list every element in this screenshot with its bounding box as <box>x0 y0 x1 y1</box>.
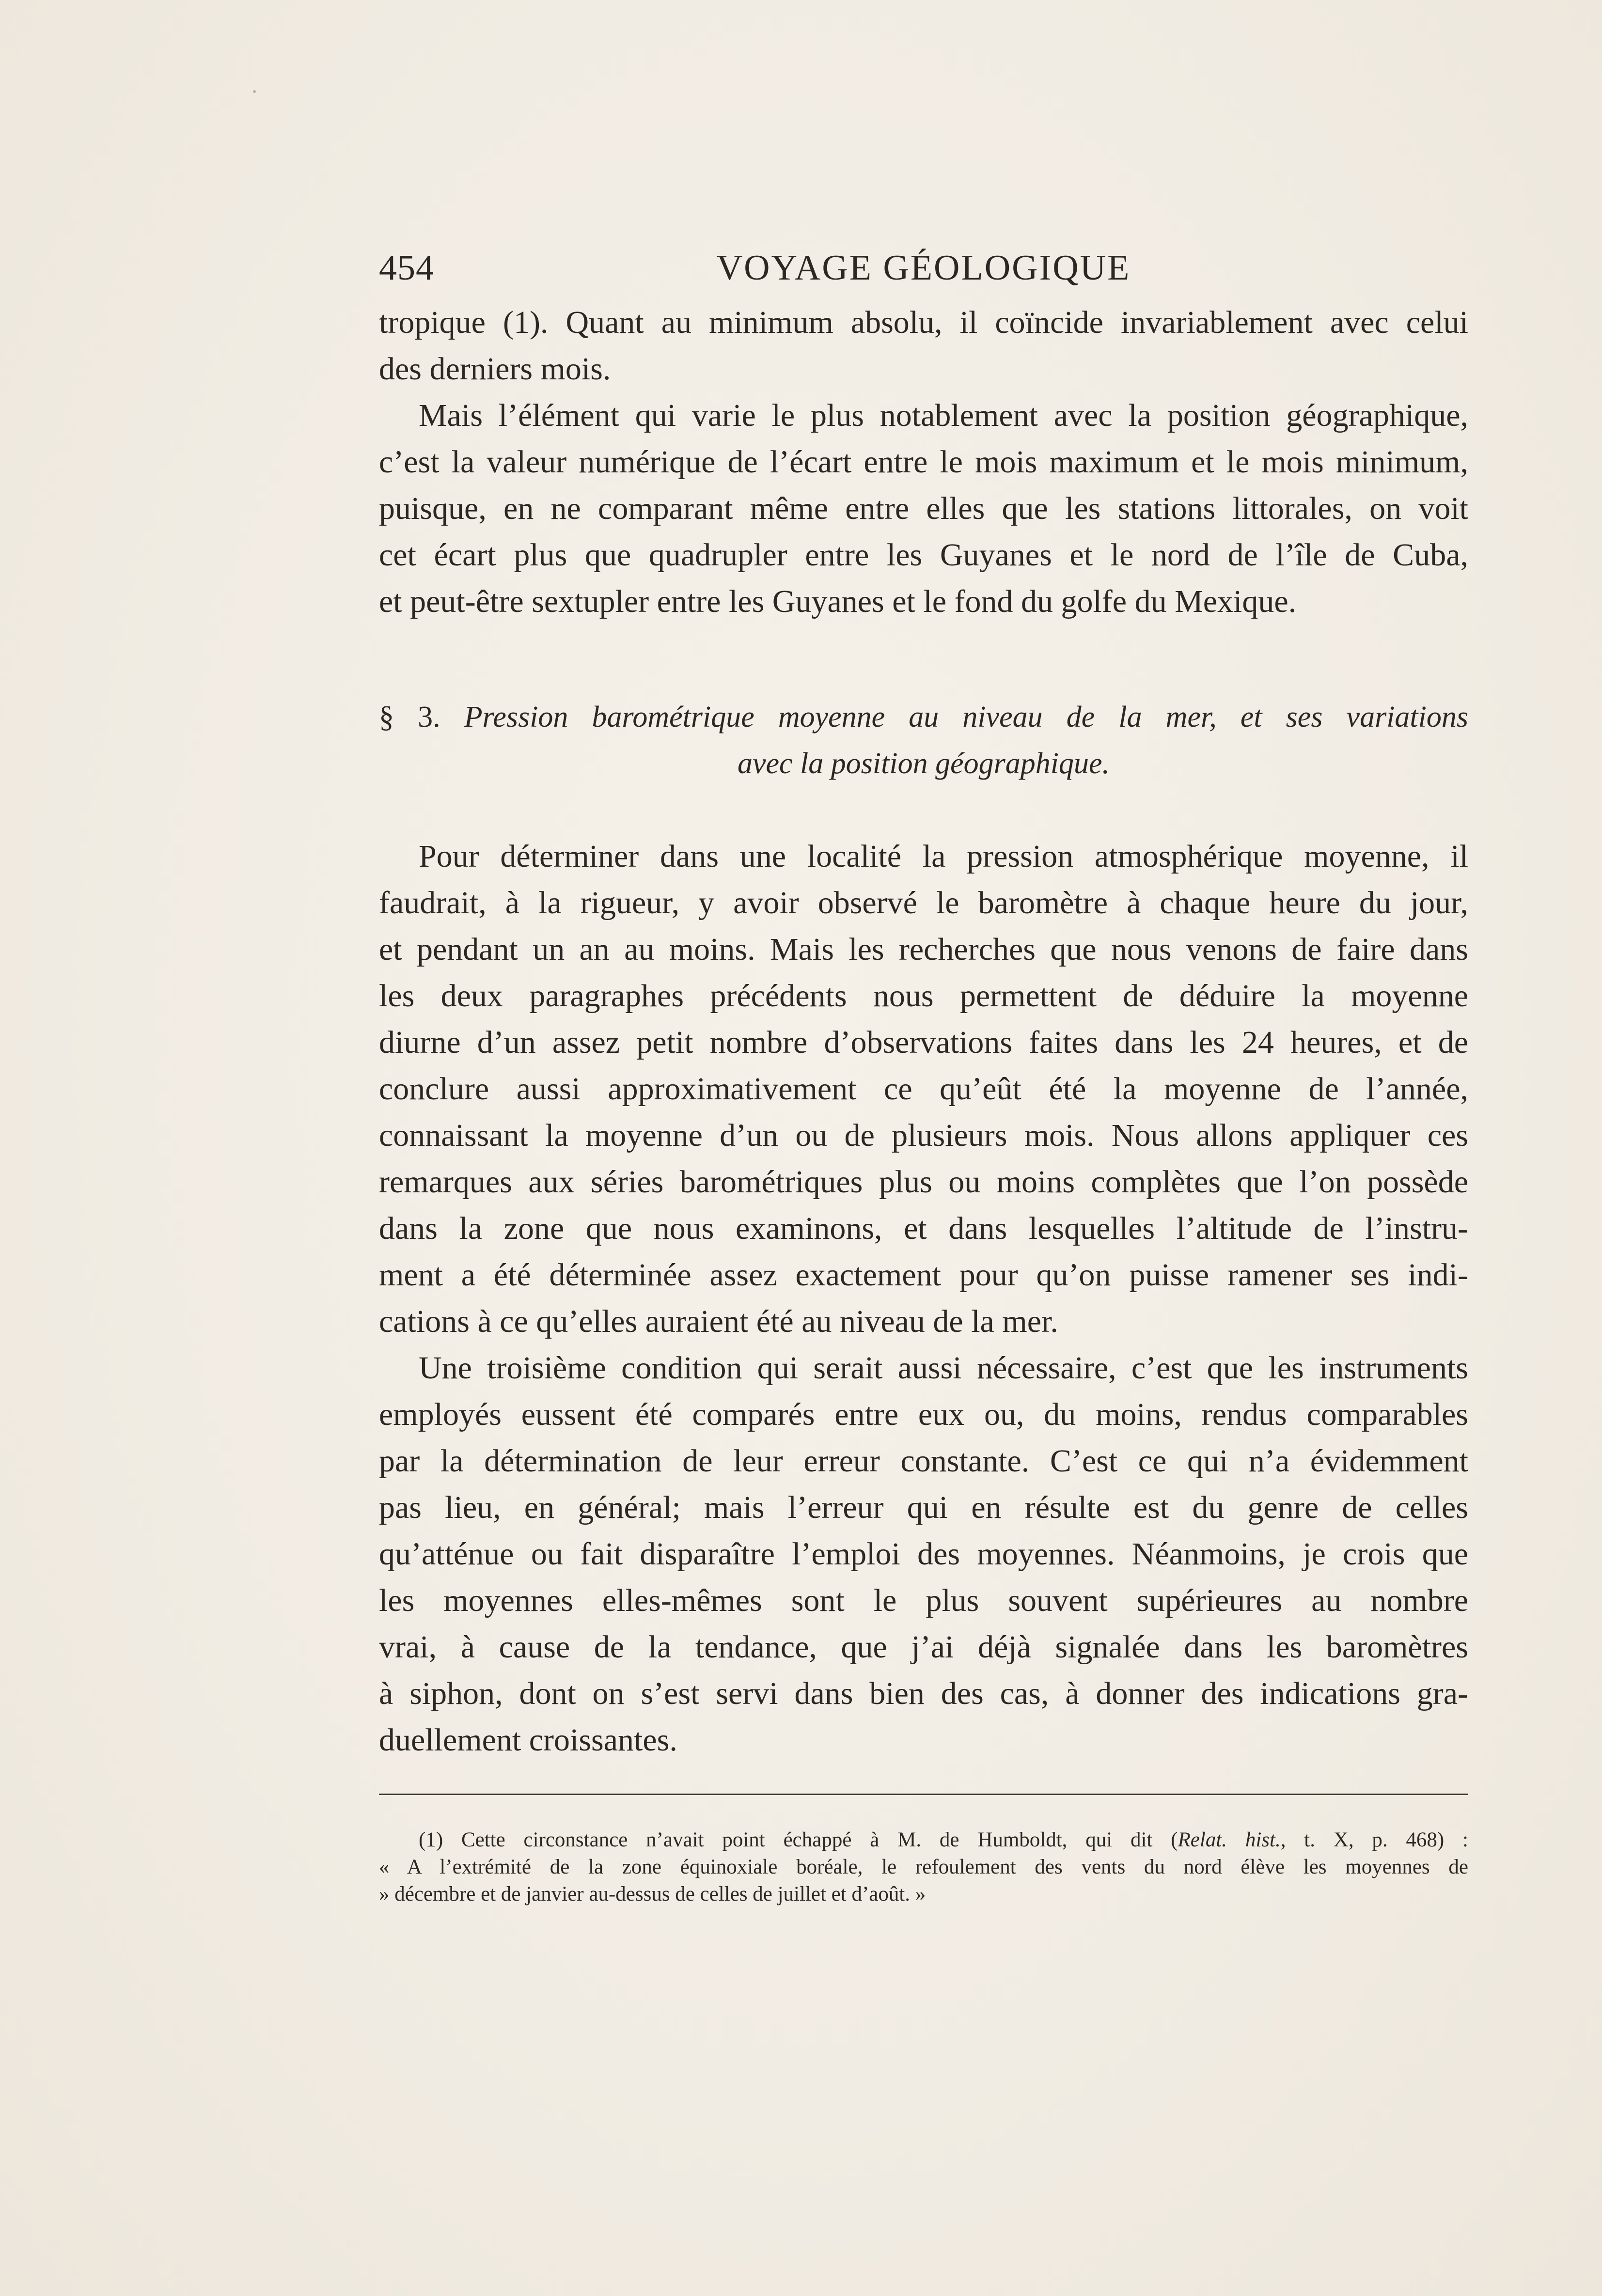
footnote-line <box>379 1827 1468 1854</box>
text-line: vrai, à cause de la tendance, que j’ai déjà signalée dans les baromètres <box>379 1629 1468 1665</box>
text-line: dans la zone que nous examinons, et dans lesquelles l’altitude de l’instru- <box>379 1211 1468 1246</box>
running-title: VOYAGE GÉOLOGIQUE <box>716 248 1131 288</box>
text-line: remarques aux séries barométriques plus ou moins complètes que l’on possède <box>379 1164 1468 1200</box>
footnote-line: » décembre et de janvier au-dessus de celles de juillet et d’août. » <box>379 1883 926 1906</box>
text-line: cet écart plus que quadrupler entre les Guyanes et le nord de l’île de Cuba, <box>379 537 1468 573</box>
text-line: et peut-être sextupler entre les Guyanes et le fond du golfe du Mexique. <box>379 584 1297 619</box>
page-number: 454 <box>379 248 434 288</box>
text-line: pas lieu, en général; mais l’erreur qui en résulte est du genre de celles <box>379 1490 1468 1525</box>
text-line: par la détermination de leur erreur constante. C’est ce qui n’a évidemment <box>379 1443 1468 1479</box>
text-line: ment a été déterminée assez exactement pour qu’on puisse ramener ses indi- <box>379 1257 1468 1293</box>
footnote-citation: Relat. hist. <box>1178 1828 1281 1851</box>
section-heading <box>379 694 1468 787</box>
paragraph <box>379 1345 1468 1764</box>
text-line: des derniers mois. <box>379 351 611 387</box>
text-line: faudrait, à la rigueur, y avoir observé le baromètre à chaque heure du jour, <box>379 885 1468 921</box>
paragraph <box>379 392 1468 625</box>
body-text-top <box>379 299 1468 625</box>
text-line: puisque, en ne comparant même entre elles que les stations littorales, on voit <box>379 491 1468 526</box>
text-line: cations à ce qu’elles auraient été au niveau de la mer. <box>379 1304 1058 1339</box>
paragraph <box>379 833 1468 1345</box>
section-title-continuation: avec la position géographique. <box>738 747 1110 780</box>
section-title-text: Pression barométrique moyenne au niveau de la mer, et ses variations <box>464 701 1469 734</box>
footnote-text: , t. X, p. 468) : <box>1280 1828 1468 1851</box>
paragraph <box>379 299 1468 392</box>
paper-speck <box>253 90 256 93</box>
text-line: conclure aussi approximativement ce qu’eût été la moyenne de l’année, <box>379 1071 1468 1107</box>
text-line: connaissant la moyenne d’un ou de plusieurs mois. Nous allons appliquer ces <box>379 1118 1468 1153</box>
text-line: et pendant un an au moins. Mais les recherches que nous venons de faire dans <box>379 932 1468 967</box>
footnote <box>379 1827 1468 1908</box>
text-line: les deux paragraphes précédents nous permettent de déduire la moyenne <box>379 978 1468 1014</box>
footnote-divider <box>379 1794 1468 1795</box>
text-line: diurne d’un assez petit nombre d’observations faites dans les 24 heures, et de <box>379 1025 1468 1060</box>
section-number: § 3. <box>379 701 440 734</box>
page-header <box>379 246 1468 290</box>
text-line: duellement croissantes. <box>379 1722 677 1758</box>
text-line: Une troisième condition qui serait aussi nécessaire, c’est que les instruments <box>419 1350 1468 1386</box>
footnote-text: (1) Cette circonstance n’avait point échappé à M. de Humboldt, qui dit ( <box>419 1828 1178 1851</box>
text-line: qu’atténue ou fait disparaître l’emploi des moyennes. Néanmoins, je crois que <box>379 1536 1468 1572</box>
text-line: employés eussent été comparés entre eux ou, du moins, rendus comparables <box>379 1397 1468 1432</box>
footnote-line: « A l’extrémité de la zone équinoxiale boréale, le refoulement des vents du nord élève les moyennes de <box>379 1856 1468 1878</box>
text-line: Mais l’élément qui varie le plus notablement avec la position géographique, <box>419 398 1468 433</box>
text-line: à siphon, dont on s’est servi dans bien des cas, à donner des indications gra- <box>379 1676 1468 1711</box>
section-heading-line <box>379 694 1468 740</box>
text-line: tropique (1). Quant au minimum absolu, il coïncide invariablement avec celui <box>379 305 1468 340</box>
body-text-main <box>379 833 1468 1764</box>
text-line: les moyennes elles-mêmes sont le plus souvent supérieures au nombre <box>379 1583 1468 1618</box>
text-line: Pour déterminer dans une localité la pression atmosphérique moyenne, il <box>419 839 1468 874</box>
text-line: c’est la valeur numérique de l’écart entre le mois maximum et le mois minimum, <box>379 444 1468 480</box>
